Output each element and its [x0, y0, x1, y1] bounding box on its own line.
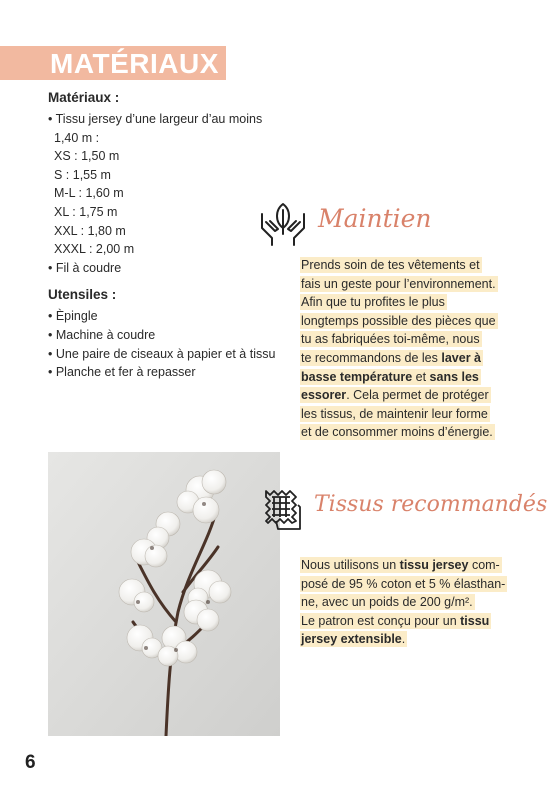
list-item: • Èpingle — [48, 309, 98, 324]
fabrics-line: posé de 95 % coton et 5 % élasthan- — [301, 576, 506, 591]
care-line: Prends soin de tes vêtements et — [301, 258, 480, 272]
materials-column — [48, 90, 288, 382]
fabrics-text: Nous utilisons un — [301, 558, 400, 572]
tools-list — [48, 307, 288, 381]
care-line: et de consommer moins d’énergie. — [301, 425, 493, 440]
care-emphasis: laver à — [441, 350, 481, 365]
page-number: 6 — [25, 752, 36, 773]
size-item: XXL : 1,80 m — [54, 223, 126, 238]
size-item: M-L : 1,60 m — [54, 186, 124, 201]
materials-heading: Matériaux : — [48, 90, 120, 105]
list-item: 1,40 m : — [54, 130, 100, 145]
list-item: • Fil à coudre — [48, 260, 122, 275]
fabrics-title: Tissus recommandés — [314, 492, 548, 517]
size-item: XXXL : 2,00 m — [54, 242, 135, 257]
list-item: • Tissu jersey d’une largeur d’au moins — [48, 112, 263, 126]
care-line: fais un geste pour l’environnement. — [301, 276, 496, 291]
fabrics-paragraph — [300, 556, 532, 649]
list-item: • Une paire de ciseaux à papier et à tissu — [48, 346, 276, 361]
care-line: les tissus, de maintenir leur forme — [301, 406, 488, 421]
fabrics-line: ne, avec un poids de 200 g/m². — [301, 595, 473, 610]
page-title: MATÉRIAUX — [50, 48, 219, 79]
care-title: Maintien — [318, 204, 432, 233]
care-line: tu as fabriquées toi-même, nous — [301, 332, 480, 347]
tools-heading: Utensiles : — [48, 287, 117, 303]
fabrics-emphasis: tissu — [460, 613, 490, 628]
fabrics-emphasis: tissu jersey — [399, 558, 469, 572]
care-text: . Cela permet de protéger — [346, 388, 489, 403]
care-paragraph — [300, 256, 532, 442]
care-emphasis: sans les — [429, 369, 479, 384]
cotton-branch-illustration — [48, 452, 280, 736]
fabric-swatch-icon — [256, 485, 308, 537]
fabrics-text: Le patron est conçu pour un — [301, 613, 461, 628]
cotton-branch-photo — [48, 452, 280, 736]
fabrics-text: com- — [468, 558, 500, 572]
hands-leaf-icon — [258, 200, 308, 248]
care-line: longtemps possible des pièces que — [301, 313, 496, 328]
list-item: • Planche et fer à repasser — [48, 365, 196, 380]
care-line: Afin que tu profites le plus — [301, 295, 445, 310]
care-emphasis: basse température — [301, 369, 413, 384]
size-item: S : 1,55 m — [54, 167, 111, 182]
care-emphasis: essorer — [301, 388, 347, 403]
fabrics-text: . — [401, 632, 406, 647]
care-text: te recommandons de les — [301, 350, 442, 365]
size-item: XS : 1,50 m — [54, 149, 120, 164]
fabrics-emphasis: jersey extensible — [301, 632, 402, 647]
care-text: et — [412, 369, 430, 384]
list-item: • Machine à coudre — [48, 327, 156, 342]
size-item: XL : 1,75 m — [54, 204, 118, 219]
materials-list — [48, 110, 288, 277]
